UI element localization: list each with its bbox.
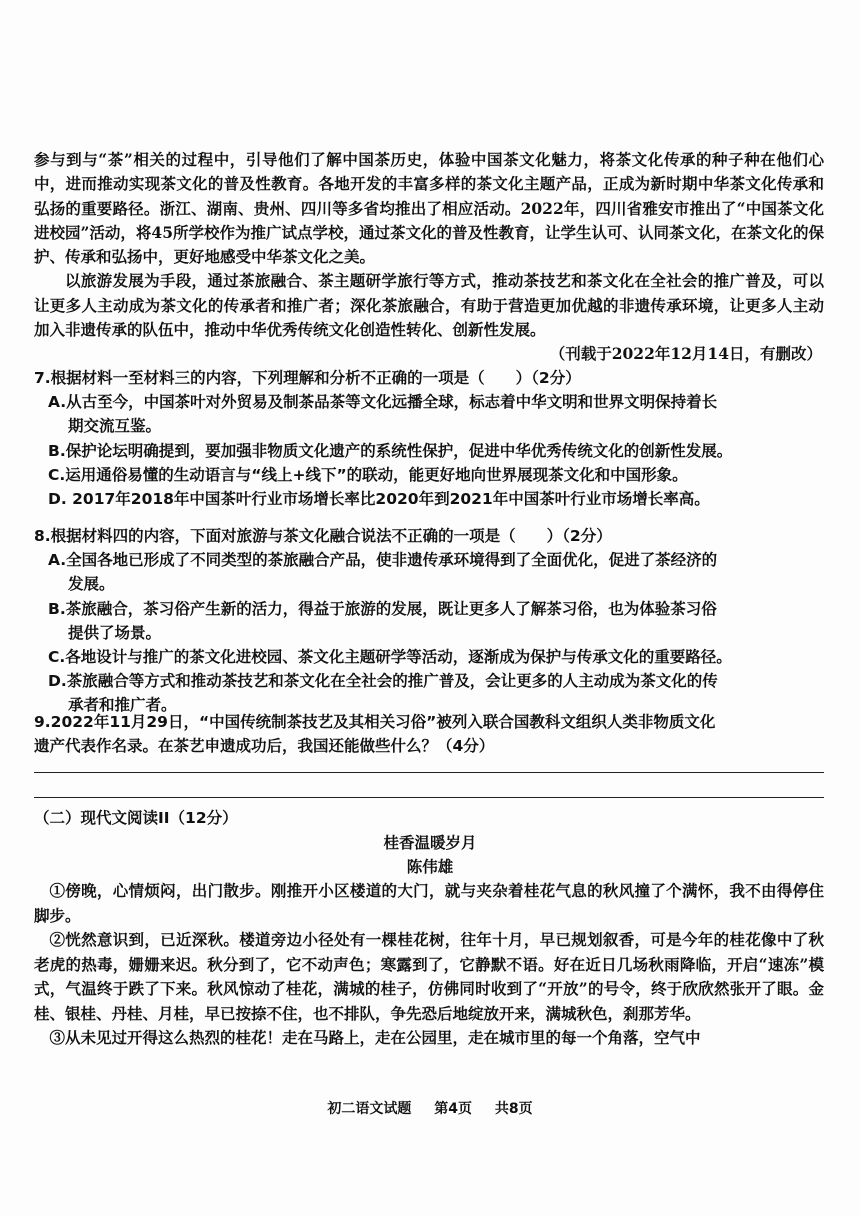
question-9 <box>34 710 824 758</box>
question-8-stem: 8.根据材料四的内容，下面对旅游与茶文化融合说法不正确的一项是（ ）（2分） <box>34 527 612 545</box>
material-passage <box>34 148 824 342</box>
question-9-line-1: 9.2022年11月29日，“中国传统制茶技艺及其相关习俗”被列入联合国教科文组织人类非物质文化 <box>34 713 716 731</box>
question-7-stem: 7.根据材料一至材料三的内容，下列理解和分析不正确的一项是（ ）（2分） <box>34 369 581 387</box>
question-8-option-d: D.茶旅融合等方式和推动茶技艺和茶文化在全社会的推广普及，会让更多的人主动成为茶文化的传 <box>48 672 718 691</box>
article-body <box>34 879 824 1051</box>
question-9-line-2: 遗产代表作名录。在茶艺申遗成功后，我国还能做些什么？（4分） <box>34 737 495 756</box>
footer-total-pages: 共8页 <box>494 1101 533 1117</box>
page-footer <box>0 1098 860 1118</box>
material-paragraph-1: 参与到与“茶”相关的过程中，引导他们了解中国茶历史，体验中国茶文化魅力，将茶文化传承的种子种在他们心中，进而推动实现茶文化的普及性教育。各地开发的丰富多样的茶文化主题产品，正成为新时期中华茶文化传承和弘扬的重要路径。浙江、湖南、贵州、四川等多省均推出了相应活动。2022年，四川省雅安市推出了“中国茶文化进校园”活动，将45所学校作为推广试点学校，通过茶文化的普及性教育，让学生认可、认同茶文化，在茶文化的保护、传承和弘扬中，更好地感受中华茶文化之美。 <box>34 150 824 267</box>
footer-page-number: 第4页 <box>434 1101 472 1117</box>
question-8-option-c: C.各地设计与推广的茶文化进校园、茶文化主题研学等活动，逐渐成为保护与传承文化的重要路径。 <box>48 648 732 667</box>
question-7-option-c: C.运用通俗易懂的生动语言与“线上+线下”的联动，能更好地向世界展现茶文化和中国形象。 <box>48 465 688 484</box>
article-author: 陈伟雄 <box>406 857 454 876</box>
article-paragraph-2: ②恍然意识到，已近深秋。楼道旁边小径处有一棵桂花树，往年十月，早已规划叙香，可是今年的桂花像中了秋老虎的热毒，姗姗来迟。秋分到了，它不动声色；寒露到了，它静默不语。好在近日几场秋雨降临，开启“速冻”模式，气温终于跌了下来。秋风惊动了桂花，满城的桂子，仿佛同时收到了“开放”的号令，终于欣欣然张开了眼。金桂、银桂、丹桂、月桂，早已按捺不住，也不排队，争先恐后地绽放开来，满城秋色，刹那芳华。 <box>34 930 824 1023</box>
answer-line-2[interactable] <box>34 797 824 798</box>
question-8-option-b-cont: 提供了场景。 <box>68 623 162 642</box>
section-heading: （二）现代文阅读II（12分） <box>34 809 238 827</box>
material-source: （刊载于2022年12月14日，有删改） <box>549 344 822 363</box>
question-7-option-d: D. 2017年2018年中国茶叶行业市场增长率比2020年到2021年中国茶叶行业市场增长率高。 <box>48 490 710 509</box>
question-7-option-a-cont: 期交流互鉴。 <box>68 417 162 436</box>
question-7-option-b: B.保护论坛明确提到，要加强非物质文化遗产的系统性保护，促进中华优秀传统文化的创新性发展。 <box>48 441 733 460</box>
question-7-option-a: A.从古至今，中国茶叶对外贸易及制茶品茶等文化远播全球，标志着中华文明和世界文明保持着长 <box>48 393 718 412</box>
article-paragraph-1: ①傍晚，心情烦闷，出门散步。刚推开小区楼道的大门，就与夹杂着桂花气息的秋风撞了个满怀，我不由得停住脚步。 <box>34 881 824 925</box>
article-title: 桂香温暖岁月 <box>383 833 477 852</box>
material-paragraph-2: 以旅游发展为手段，通过茶旅融合、茶主题研学旅行等方式，推动茶技艺和茶文化在全社会的推广普及，可以让更多人主动成为茶文化的传承者和推广者；深化茶旅融合，有助于营造更加优越的非遗传承环境，让更多人主动加入非遗传承的队伍中，推动中华优秀传统文化创造性转化、创新性发展。 <box>34 271 824 340</box>
question-8-option-b: B.茶旅融合，茶习俗产生新的活力，得益于旅游的发展，既让更多人了解茶习俗，也为体验茶习俗 <box>48 599 717 618</box>
question-8 <box>34 524 824 718</box>
question-8-option-d-cont: 承者和推广者。 <box>68 696 177 715</box>
question-8-option-a: A.全国各地已形成了不同类型的茶旅融合产品，使非遗传承环境得到了全面优化，促进了茶经济的 <box>48 551 718 570</box>
article-paragraph-3: ③从未见过开得这么热烈的桂花！走在马路上，走在公园里，走在城市里的每一个角落，空气中 <box>49 1028 701 1047</box>
question-7 <box>34 366 824 511</box>
footer-subject: 初二语文试题 <box>327 1101 412 1117</box>
question-8-option-a-cont: 发展。 <box>68 575 115 594</box>
answer-line-1[interactable] <box>34 772 824 773</box>
